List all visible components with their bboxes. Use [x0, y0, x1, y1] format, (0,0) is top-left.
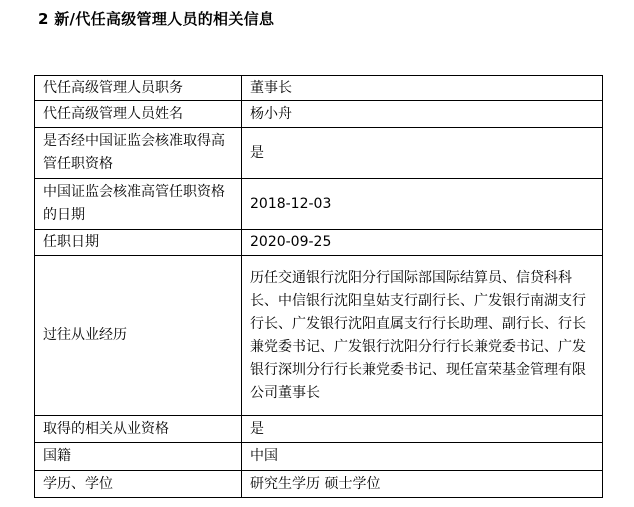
row-label: 中国证监会核准高管任职资格的日期 — [35, 179, 242, 230]
table-row-position — [35, 76, 603, 101]
row-value: 研究生学历 硕士学位 — [242, 471, 603, 498]
row-value: 中国 — [242, 443, 603, 471]
row-label: 学历、学位 — [35, 471, 242, 498]
row-value: 董事长 — [242, 76, 603, 101]
section-heading: 2 新/代任高级管理人员的相关信息 — [38, 10, 275, 28]
row-label: 代任高级管理人员姓名 — [35, 101, 242, 128]
row-value: 是 — [242, 128, 603, 179]
manager-info-table — [34, 75, 603, 498]
row-value: 是 — [242, 416, 603, 443]
table-row-approval-date — [35, 179, 603, 230]
row-label: 国籍 — [35, 443, 242, 471]
table-row-start-date — [35, 230, 603, 256]
table-row-education — [35, 471, 603, 498]
row-value: 2020-09-25 — [242, 230, 603, 256]
row-label: 取得的相关从业资格 — [35, 416, 242, 443]
row-value: 历任交通银行沈阳分行国际部国际结算员、信贷科科长、中信银行沈阳皇姑支行副行长、广发银行南湖支行行长、广发银行沈阳直属支行行长助理、副行长、行长兼党委书记、广发银行沈阳分行行长兼党委书记、广发银行深圳分行行长兼党委书记、现任富荣基金管理有限公司董事长 — [242, 256, 603, 416]
row-value: 2018-12-03 — [242, 179, 603, 230]
row-label: 是否经中国证监会核准取得高管任职资格 — [35, 128, 242, 179]
table-row-work-history — [35, 256, 603, 416]
row-label: 任职日期 — [35, 230, 242, 256]
row-label: 过往从业经历 — [35, 256, 242, 416]
table-row-certification — [35, 416, 603, 443]
table-row-nationality — [35, 443, 603, 471]
row-value: 杨小舟 — [242, 101, 603, 128]
table-row-name — [35, 101, 603, 128]
row-label: 代任高级管理人员职务 — [35, 76, 242, 101]
table-row-qualification-approved — [35, 128, 603, 179]
